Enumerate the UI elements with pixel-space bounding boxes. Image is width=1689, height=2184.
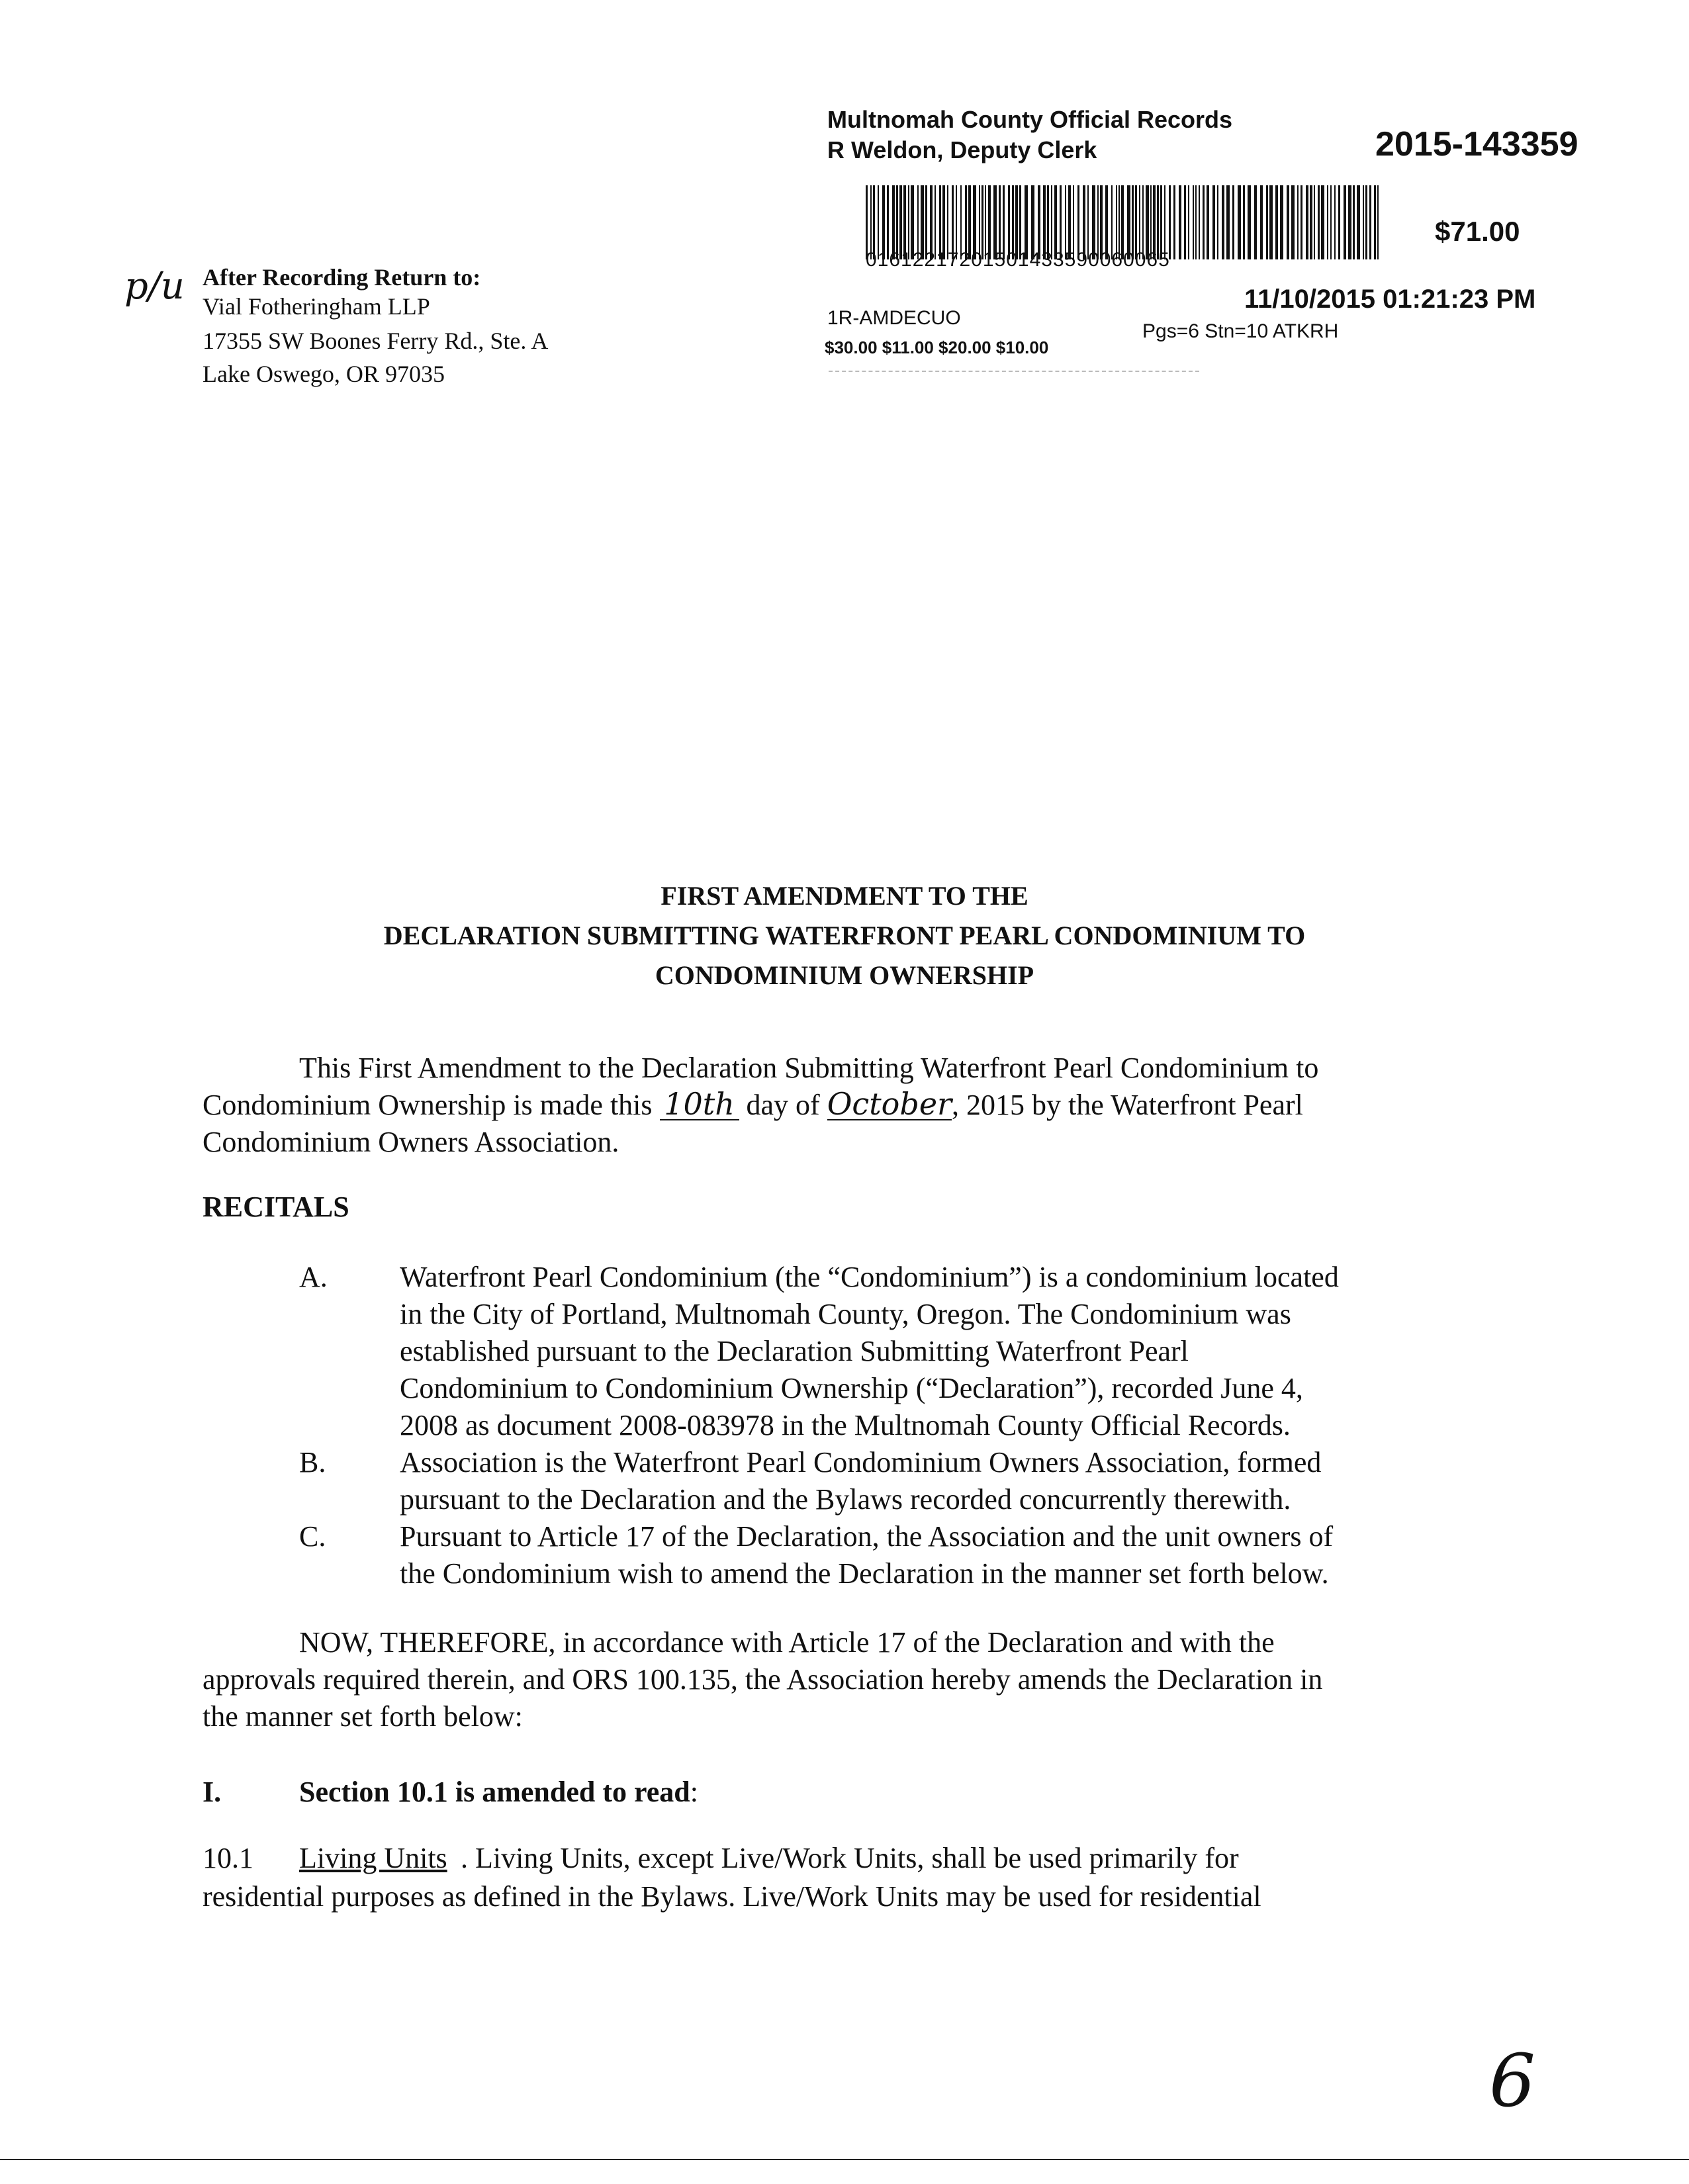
intro-text: day of — [746, 1089, 820, 1121]
barcode-bar — [1365, 185, 1367, 259]
barcode-bar — [1193, 185, 1194, 259]
return-address-line: Lake Oswego, OR 97035 — [203, 361, 445, 387]
recital-line: Association is the Waterfront Pearl Condominium Owners Association, formed — [400, 1446, 1322, 1479]
section-number: I. — [203, 1776, 222, 1808]
barcode-bar — [1248, 185, 1251, 259]
recording-county: Multnomah County Official Records — [827, 106, 1233, 133]
recital-line: Pursuant to Article 17 of the Declaration, the Association and the unit owners of — [400, 1520, 1334, 1553]
document-title-line: CONDOMINIUM OWNERSHIP — [655, 960, 1034, 990]
barcode-bar — [1266, 185, 1268, 259]
barcode-bar — [1310, 185, 1312, 259]
return-address-label: After Recording Return to: — [203, 264, 481, 291]
barcode-bar — [1184, 185, 1186, 259]
barcode-bar — [1173, 185, 1175, 259]
intro-line — [203, 1088, 1303, 1122]
barcode-bar — [1374, 185, 1376, 259]
barcode-bar — [1377, 185, 1379, 259]
barcode-bar — [1321, 185, 1324, 259]
barcode-bar — [1260, 185, 1263, 259]
barcode-bar — [1203, 185, 1205, 259]
recital-line: established pursuant to the Declaration Submitting Waterfront Pearl — [400, 1335, 1189, 1367]
fee-total: $71.00 — [1435, 216, 1520, 247]
barcode-bar — [1353, 185, 1355, 259]
intro-line: This First Amendment to the Declaration Submitting Waterfront Pearl Condominium to — [299, 1052, 1319, 1084]
barcode-bar — [1179, 185, 1181, 259]
intro-text: Condominium Ownership is made this — [203, 1089, 653, 1121]
barcode-bar — [1188, 185, 1189, 259]
barcode-bar — [1348, 185, 1351, 259]
barcode-bar — [1318, 185, 1320, 259]
recital-letter: C. — [299, 1520, 326, 1553]
recital-line: 2008 as document 2008-083978 in the Multnomah County Official Records. — [400, 1409, 1291, 1441]
barcode-bar — [1327, 185, 1328, 259]
barcode-bar — [1297, 185, 1299, 259]
clause-number: 10.1 — [203, 1842, 253, 1874]
recording-clerk: R Weldon, Deputy Clerk — [827, 136, 1097, 163]
handwritten-initials: p/u — [124, 265, 185, 308]
barcode-bar — [1280, 185, 1283, 259]
recitals-heading: RECITALS — [203, 1191, 349, 1223]
barcode-bar — [1314, 185, 1315, 259]
clause-line: . Living Units, except Live/Work Units, shall be used primarily for — [461, 1842, 1239, 1874]
intro-text: , 2015 by the Waterfront Pearl — [952, 1089, 1303, 1121]
recording-datetime: 11/10/2015 01:21:23 PM — [1244, 285, 1536, 314]
section-heading — [299, 1775, 698, 1809]
barcode-bar — [1254, 185, 1257, 259]
recital-line: the Condominium wish to amend the Declaration in the manner set forth below. — [400, 1557, 1329, 1590]
barcode-bar — [1195, 185, 1197, 259]
recital-letter: B. — [299, 1446, 326, 1479]
recital-line: pursuant to the Declaration and the Bylaws recorded concurrently therewith. — [400, 1483, 1291, 1516]
handwritten-day: 10th — [660, 1089, 739, 1120]
barcode-bar — [1363, 185, 1364, 259]
document-number: 2015-143359 — [1375, 125, 1578, 163]
barcode-bar — [1222, 185, 1224, 259]
section-heading-text: Section 10.1 is amended to read — [299, 1776, 690, 1808]
barcode-number: 01612217201501433590060065 — [866, 249, 1170, 271]
return-address-line: 17355 SW Boones Ferry Rd., Ste. A — [203, 328, 549, 354]
barcode-bar — [1217, 185, 1218, 259]
page-bottom-rule — [0, 2159, 1689, 2160]
barcode-bar — [1232, 185, 1234, 259]
barcode-bar — [1334, 185, 1336, 259]
barcode-bar — [1330, 185, 1332, 259]
pages-station: Pgs=6 Stn=10 ATKRH — [1142, 320, 1339, 342]
barcode-bar — [1287, 185, 1289, 259]
barcode-bar — [1207, 185, 1209, 259]
section-heading-colon: : — [690, 1776, 698, 1808]
handwritten-page-mark: 6 — [1489, 2038, 1535, 2123]
document-title-line: DECLARATION SUBMITTING WATERFRONT PEARL CONDOMINIUM TO — [383, 921, 1306, 950]
clause-line: residential purposes as defined in the Bylaws. Live/Work Units may be used for residential — [203, 1880, 1261, 1913]
barcode-bar — [1212, 185, 1215, 259]
barcode-bar — [1357, 185, 1360, 259]
barcode-bar — [1306, 185, 1308, 259]
barcode-bar — [1291, 185, 1295, 259]
barcode-bar — [1344, 185, 1346, 259]
clause-title: Living Units — [299, 1842, 447, 1874]
recital-letter: A. — [299, 1261, 328, 1293]
therefore-line: approvals required therein, and ORS 100.135, the Association hereby amends the Declaration in — [203, 1663, 1323, 1696]
barcode-bar — [1301, 185, 1302, 259]
intro-line: Condominium Owners Association. — [203, 1126, 619, 1158]
recital-line: Condominium to Condominium Ownership (“Declaration”), recorded June 4, — [400, 1372, 1303, 1404]
handwritten-month: October — [827, 1086, 952, 1122]
barcode-bar — [1275, 185, 1278, 259]
document-title-line: FIRST AMENDMENT TO THE — [661, 881, 1028, 911]
barcode-bar — [1338, 185, 1340, 259]
fee-breakdown: $30.00 $11.00 $20.00 $10.00 — [825, 338, 1049, 357]
therefore-line: the manner set forth below: — [203, 1700, 523, 1733]
barcode-bar — [1369, 185, 1371, 259]
barcode-bar — [1243, 185, 1245, 259]
recital-line: Waterfront Pearl Condominium (the “Condominium”) is a condominium located — [400, 1261, 1339, 1293]
stamp-divider — [829, 371, 1199, 372]
barcode-bar — [1199, 185, 1200, 259]
barcode-bar — [1238, 185, 1241, 259]
barcode-bar — [1226, 185, 1230, 259]
return-address-line: Vial Fotheringham LLP — [203, 293, 430, 320]
document-type-code: 1R-AMDECUO — [827, 307, 961, 329]
barcode-bar — [1269, 185, 1273, 259]
therefore-line: NOW, THEREFORE, in accordance with Article 17 of the Declaration and with the — [299, 1626, 1275, 1659]
recital-line: in the City of Portland, Multnomah County, Oregon. The Condominium was — [400, 1298, 1291, 1330]
